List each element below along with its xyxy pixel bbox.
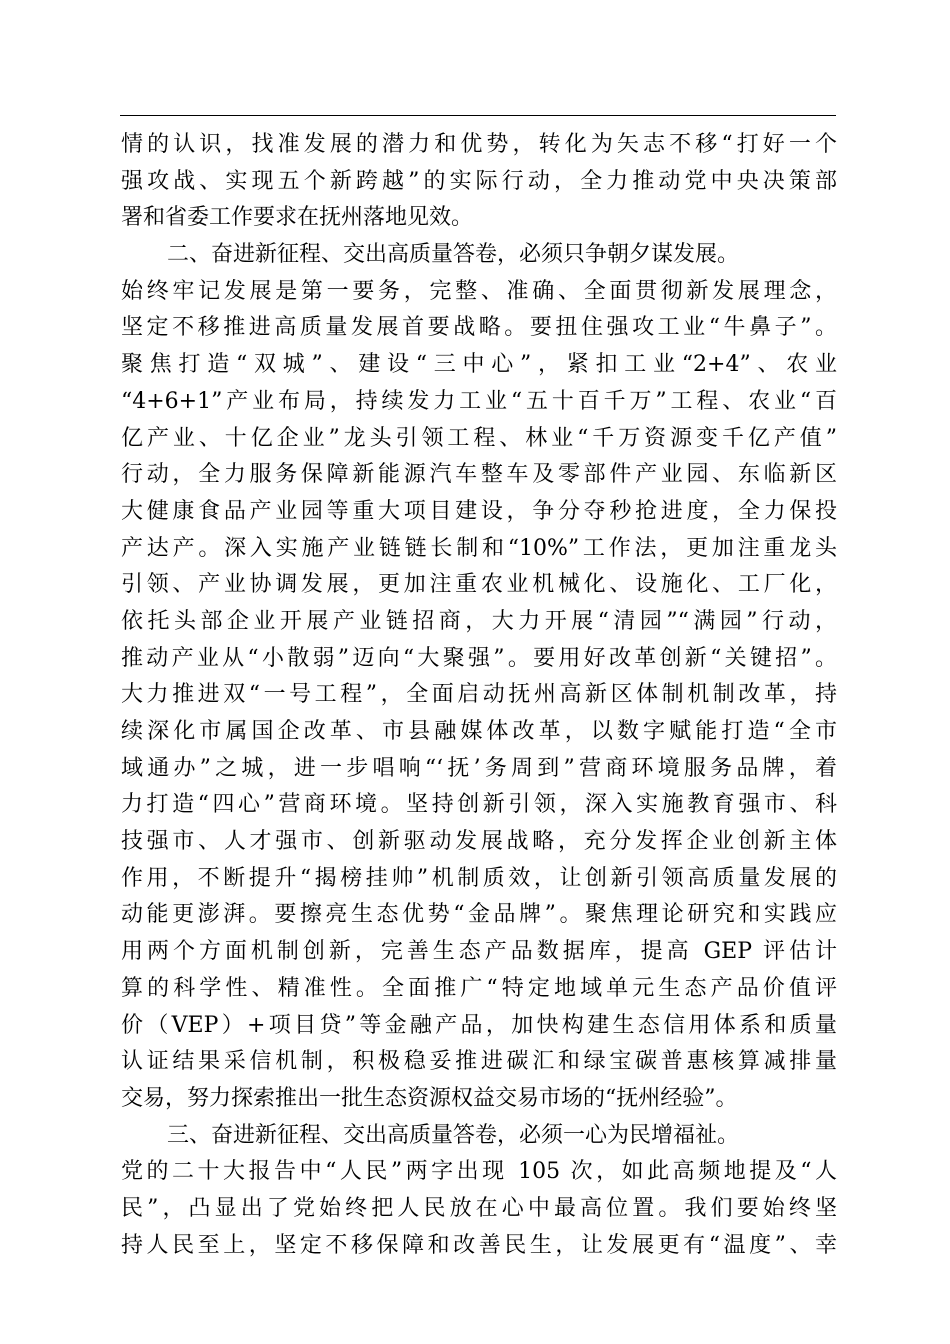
text-line: 作用，不断提升“揭榜挂帅”机制质效，让创新引领高质量发展的 [121,865,837,891]
text-line: 力打造“四心”营商环境。坚持创新引领，深入实施教育强市、科 [121,792,837,818]
text-line: 持人民至上，坚定不移保障和改善民生，让发展更有“温度”、幸 [121,1232,837,1258]
text-line: 动能更澎湃。要擦亮生态优势“金品牌”。聚焦理论研究和实践应 [121,902,837,928]
text-line: 价（VEP）+项目贷”等金融产品，加快构建生态信用体系和质量 [121,1012,837,1038]
text-line: 产达产。深入实施产业链链长制和“10%”工作法，更加注重龙头 [121,535,837,561]
section-two-heading: 二、奋进新征程、交出高质量答卷，必须只争朝夕谋发展。 [167,242,740,268]
text-line: 始终牢记发展是第一要务，完整、准确、全面贯彻新发展理念， [121,278,837,304]
text-line: “4+6+1”产业布局，持续发力工业“五十百千万”工程、农业“百 [121,388,837,414]
text-line: 大力推进双“一号工程”，全面启动抚州高新区体制机制改革，持 [121,682,837,708]
text-line: 交易，努力探索推出一批生态资源权益交易市场的“抚州经验”。 [121,1085,738,1111]
text-line: 亿产业、十亿企业”龙头引领工程、林业“千万资源变千亿产值” [121,425,837,451]
text-line: 认证结果采信机制，积极稳妥推进碳汇和绿宝碳普惠核算减排量 [121,1049,837,1075]
text-line: 续深化市属国企改革、市县融媒体改革，以数字赋能打造“全市 [121,719,837,744]
text-line: 行动，全力服务保障新能源汽车整车及零部件产业园、东临新区 [121,462,837,488]
text-line: 民”，凸显出了党始终把人民放在心中最高位置。我们要始终坚 [121,1195,837,1221]
body-text [121,127,837,1264]
text-line: 用两个方面机制创新，完善生态产品数据库，提高 GEP 评估计 [121,939,837,965]
text-line: 大健康食品产业园等重大项目建设，争分夺秒抢进度，全力保投 [121,498,837,524]
text-line: 署和省委工作要求在抚州落地见效。 [121,205,474,231]
text-line: 依托头部企业开展产业链招商，大力开展“清园”“满园”行动， [121,608,837,634]
text-line: 坚定不移推进高质量发展首要战略。要扭住强攻工业“牛鼻子”。 [121,315,837,341]
text-line: 党的二十大报告中“人民”两字出现 105 次，如此高频地提及“人 [121,1159,837,1185]
text-line: 强攻战、实现五个新跨越”的实际行动，全力推动党中央决策部 [121,168,837,194]
section-three-heading: 三、奋进新征程、交出高质量答卷，必须一心为民增福祉。 [167,1122,740,1148]
header-rule [120,115,836,116]
text-line: 域通办”之城，进一步唱响“‘抚’务周到”营商环境服务品牌，着 [121,755,837,781]
text-line: 情的认识，找准发展的潜力和优势，转化为矢志不移“打好一个 [121,132,837,157]
text-line: 引领、产业协调发展，更加注重农业机械化、设施化、工厂化， [121,572,837,598]
text-line: 技强市、人才强市、创新驱动发展战略，充分发挥企业创新主体 [121,829,837,855]
text-line: 算的科学性、精准性。全面推广“特定地域单元生态产品价值评 [121,975,837,1001]
text-line: 推动产业从“小散弱”迈向“大聚强”。要用好改革创新“关键招”。 [121,645,837,671]
text-line: 聚焦打造“双城”、建设“三中心”，紧扣工业“2+4”、农业 [121,352,837,378]
